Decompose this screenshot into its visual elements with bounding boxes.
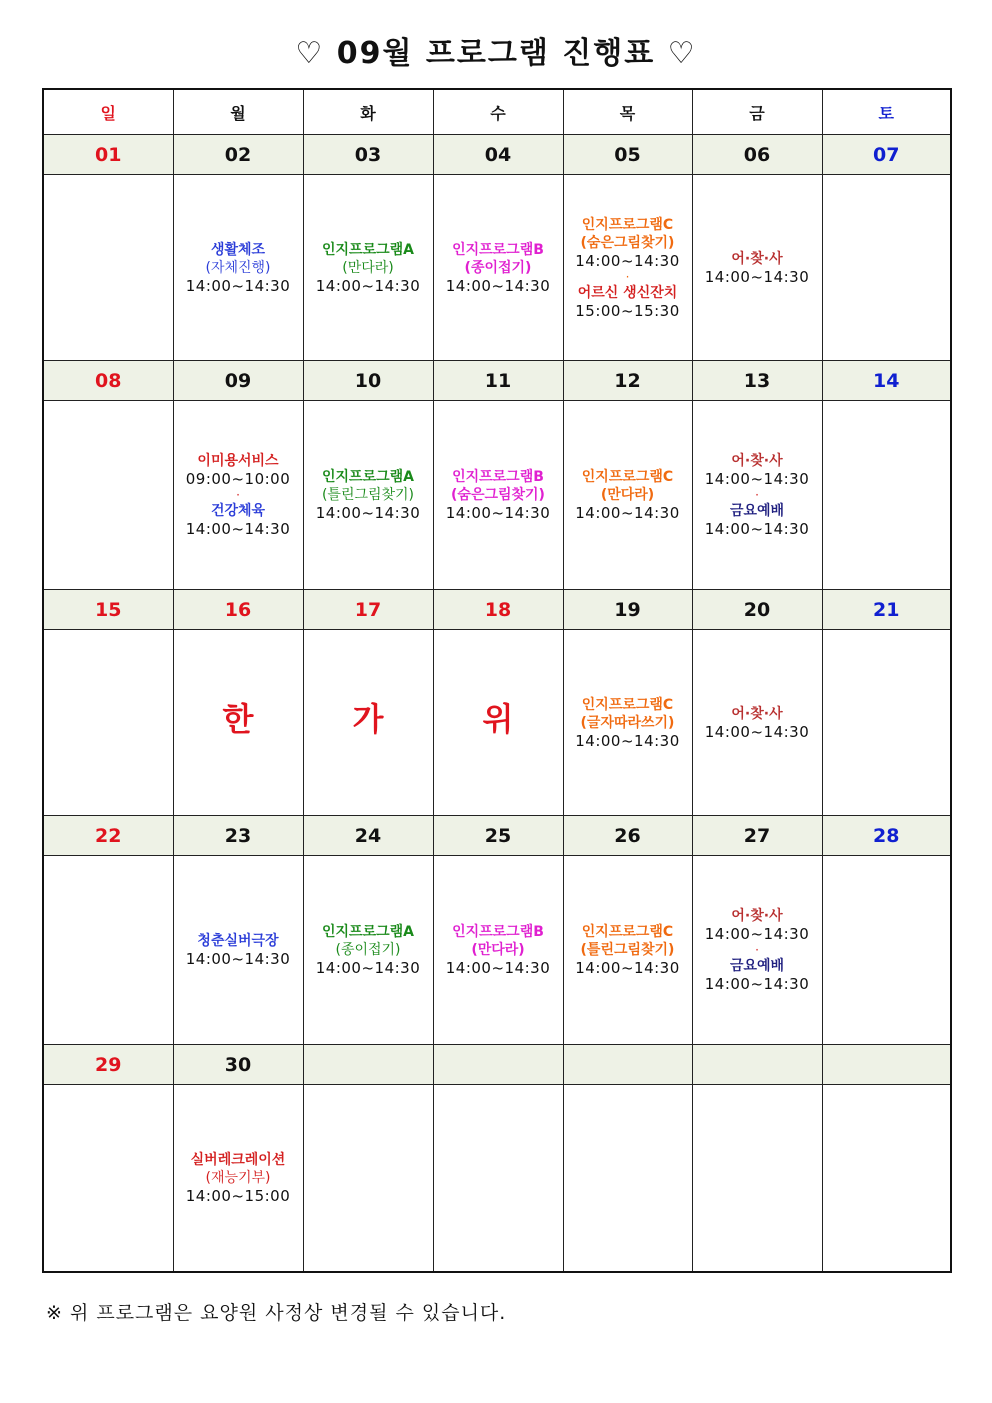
event-title: 이미용서비스 bbox=[197, 453, 279, 469]
holiday-char: 가 bbox=[352, 700, 384, 738]
event-subtitle: (틀린그림찾기) bbox=[580, 942, 675, 958]
day-cell-sat bbox=[822, 401, 951, 590]
event-time: 14:00~14:30 bbox=[575, 504, 680, 522]
day-cell-wed bbox=[433, 630, 563, 816]
event-subtitle: (숨은그림찾기) bbox=[451, 487, 545, 503]
event-time: 14:00~14:30 bbox=[315, 959, 421, 977]
event-title: 실버레크레이션 bbox=[190, 1152, 286, 1168]
day-cell-mon bbox=[173, 1085, 303, 1273]
event-title: 생활체조 bbox=[210, 241, 266, 258]
weekday-mon: 월 bbox=[173, 89, 303, 135]
day-cell-tue bbox=[303, 401, 433, 590]
weekday-sat: 토 bbox=[822, 89, 951, 135]
event-separator: · bbox=[236, 488, 240, 502]
event-subtitle: (종이접기) bbox=[464, 259, 532, 276]
day-cell-mon bbox=[173, 401, 303, 590]
day-cell-wed bbox=[433, 401, 563, 590]
event-time: 14:00~14:30 bbox=[185, 950, 291, 968]
weekday-header-row bbox=[43, 89, 951, 135]
date-cell bbox=[692, 1045, 822, 1085]
event-title: 인지프로그램A bbox=[322, 241, 414, 258]
date-cell: 26 bbox=[563, 816, 692, 856]
date-cell: 30 bbox=[173, 1045, 303, 1085]
day-cell-sat bbox=[822, 175, 951, 361]
date-cell: 23 bbox=[173, 816, 303, 856]
event-subtitle: (재능기부) bbox=[205, 1170, 271, 1186]
date-cell bbox=[303, 1045, 433, 1085]
weekday-sun: 일 bbox=[43, 89, 173, 135]
event-title-2: 금요예배 bbox=[729, 503, 785, 519]
day-cell-tue bbox=[303, 630, 433, 816]
event-title: 어·찾·사 bbox=[731, 453, 783, 469]
event-time: 14:00~14:30 bbox=[575, 251, 680, 270]
event-time: 14:00~14:30 bbox=[445, 504, 551, 522]
event-title: 청춘실버극장 bbox=[197, 933, 279, 949]
event-separator: · bbox=[625, 269, 630, 284]
event-subtitle: (만다라) bbox=[342, 259, 394, 276]
event-time-2: 14:00~14:30 bbox=[704, 520, 810, 538]
date-cell: 02 bbox=[173, 135, 303, 175]
event-title-2: 금요예배 bbox=[729, 958, 785, 974]
date-cell: 29 bbox=[43, 1045, 173, 1085]
day-cell-wed bbox=[433, 856, 563, 1045]
event-separator: · bbox=[755, 943, 759, 957]
date-cell: 09 bbox=[173, 361, 303, 401]
date-cell: 11 bbox=[433, 361, 563, 401]
date-row-week-5 bbox=[43, 1045, 951, 1085]
date-cell: 24 bbox=[303, 816, 433, 856]
event-title: 인지프로그램A bbox=[322, 924, 414, 940]
day-cell-tue bbox=[303, 1085, 433, 1273]
date-cell: 12 bbox=[563, 361, 692, 401]
day-cell-sun bbox=[43, 175, 173, 361]
event-time: 14:00~14:30 bbox=[575, 731, 680, 750]
day-cell-sun bbox=[43, 1085, 173, 1273]
day-cell-sat bbox=[822, 856, 951, 1045]
day-cell-sat bbox=[822, 630, 951, 816]
day-cell-thu bbox=[563, 401, 692, 590]
date-cell: 13 bbox=[692, 361, 822, 401]
date-cell: 27 bbox=[692, 816, 822, 856]
event-separator: · bbox=[755, 488, 759, 502]
holiday-char: 위 bbox=[482, 700, 514, 738]
date-cell: 04 bbox=[433, 135, 563, 175]
day-cell-mon bbox=[173, 630, 303, 816]
content-row-week-3 bbox=[43, 630, 951, 816]
event-title: 인지프로그램B bbox=[452, 469, 544, 485]
event-title: 인지프로그램B bbox=[452, 924, 544, 940]
calendar-table bbox=[42, 88, 952, 1273]
event-time: 14:00~14:30 bbox=[315, 504, 421, 522]
event-time-2: 14:00~14:30 bbox=[185, 520, 291, 538]
date-cell bbox=[433, 1045, 563, 1085]
date-cell: 14 bbox=[822, 361, 951, 401]
weekday-fri: 금 bbox=[692, 89, 822, 135]
date-row-week-2 bbox=[43, 361, 951, 401]
date-cell: 19 bbox=[563, 590, 692, 630]
date-cell: 21 bbox=[822, 590, 951, 630]
date-cell: 01 bbox=[43, 135, 173, 175]
day-cell-fri bbox=[692, 175, 822, 361]
page-title: ♡ 09월 프로그램 진행표 ♡ bbox=[295, 36, 697, 71]
weekday-thu: 목 bbox=[563, 89, 692, 135]
event-time: 14:00~14:30 bbox=[704, 470, 810, 488]
date-cell: 17 bbox=[303, 590, 433, 630]
event-subtitle: (만다라) bbox=[471, 942, 525, 958]
content-row-week-4 bbox=[43, 856, 951, 1045]
event-title: 인지프로그램B bbox=[452, 241, 544, 258]
event-subtitle: (틀린그림찾기) bbox=[321, 487, 415, 503]
date-row-week-4 bbox=[43, 816, 951, 856]
event-time: 14:00~14:30 bbox=[445, 276, 551, 295]
date-cell: 25 bbox=[433, 816, 563, 856]
day-cell-tue bbox=[303, 856, 433, 1045]
event-time: 14:00~14:30 bbox=[315, 276, 421, 295]
event-subtitle: (글자따라쓰기) bbox=[580, 714, 675, 731]
event-time: 14:00~15:00 bbox=[185, 1187, 291, 1205]
day-cell-fri bbox=[692, 856, 822, 1045]
date-cell: 05 bbox=[563, 135, 692, 175]
date-cell: 15 bbox=[43, 590, 173, 630]
event-title: 인지프로그램C bbox=[581, 696, 674, 713]
day-cell-mon bbox=[173, 175, 303, 361]
event-title: 어·찾·사 bbox=[731, 250, 783, 267]
event-title: 인지프로그램C bbox=[581, 924, 674, 940]
date-cell: 18 bbox=[433, 590, 563, 630]
event-subtitle: (숨은그림찾기) bbox=[580, 234, 675, 251]
event-title-2: 건강체육 bbox=[210, 503, 266, 519]
day-cell-wed bbox=[433, 175, 563, 361]
date-cell bbox=[563, 1045, 692, 1085]
event-time: 14:00~14:30 bbox=[704, 925, 810, 943]
day-cell-fri bbox=[692, 630, 822, 816]
day-cell-thu bbox=[563, 175, 692, 361]
event-time-2: 15:00~15:30 bbox=[575, 301, 680, 320]
day-cell-sun bbox=[43, 856, 173, 1045]
event-subtitle: (만다라) bbox=[600, 487, 655, 503]
date-row-week-3 bbox=[43, 590, 951, 630]
event-time: 14:00~14:30 bbox=[575, 959, 680, 977]
footer-note: ※ 위 프로그램은 요양원 사정상 변경될 수 있습니다. bbox=[46, 1302, 507, 1324]
day-cell-sat bbox=[822, 1085, 951, 1273]
weekday-tue: 화 bbox=[303, 89, 433, 135]
date-cell: 22 bbox=[43, 816, 173, 856]
day-cell-sun bbox=[43, 401, 173, 590]
event-title-2: 어르신 생신잔치 bbox=[577, 284, 678, 301]
date-row-week-1 bbox=[43, 135, 951, 175]
event-title: 인지프로그램C bbox=[581, 216, 674, 233]
event-title: 어·찾·사 bbox=[731, 908, 783, 924]
content-row-week-2 bbox=[43, 401, 951, 590]
event-title: 인지프로그램C bbox=[581, 469, 674, 485]
event-time: 14:00~14:30 bbox=[704, 267, 810, 286]
date-cell: 20 bbox=[692, 590, 822, 630]
weekday-wed: 수 bbox=[433, 89, 563, 135]
event-time: 14:00~14:30 bbox=[185, 276, 291, 295]
event-title: 어·찾·사 bbox=[731, 705, 783, 722]
event-time: 09:00~10:00 bbox=[185, 470, 291, 488]
event-time: 14:00~14:30 bbox=[445, 959, 551, 977]
event-subtitle: (종이접기) bbox=[335, 942, 401, 958]
date-cell: 08 bbox=[43, 361, 173, 401]
date-cell: 28 bbox=[822, 816, 951, 856]
content-row-week-1 bbox=[43, 175, 951, 361]
content-row-week-5 bbox=[43, 1085, 951, 1273]
date-cell: 10 bbox=[303, 361, 433, 401]
day-cell-wed bbox=[433, 1085, 563, 1273]
date-cell: 16 bbox=[173, 590, 303, 630]
day-cell-fri bbox=[692, 401, 822, 590]
holiday-char: 한 bbox=[222, 700, 254, 738]
day-cell-tue bbox=[303, 175, 433, 361]
event-subtitle: (자체진행) bbox=[205, 259, 271, 276]
date-cell: 03 bbox=[303, 135, 433, 175]
date-cell: 06 bbox=[692, 135, 822, 175]
event-title: 인지프로그램A bbox=[322, 469, 414, 485]
day-cell-thu bbox=[563, 630, 692, 816]
event-time-2: 14:00~14:30 bbox=[704, 975, 810, 993]
date-cell: 07 bbox=[822, 135, 951, 175]
day-cell-thu bbox=[563, 1085, 692, 1273]
date-cell bbox=[822, 1045, 951, 1085]
day-cell-mon bbox=[173, 856, 303, 1045]
day-cell-sun bbox=[43, 630, 173, 816]
day-cell-fri bbox=[692, 1085, 822, 1273]
day-cell-thu bbox=[563, 856, 692, 1045]
event-time: 14:00~14:30 bbox=[704, 722, 810, 741]
